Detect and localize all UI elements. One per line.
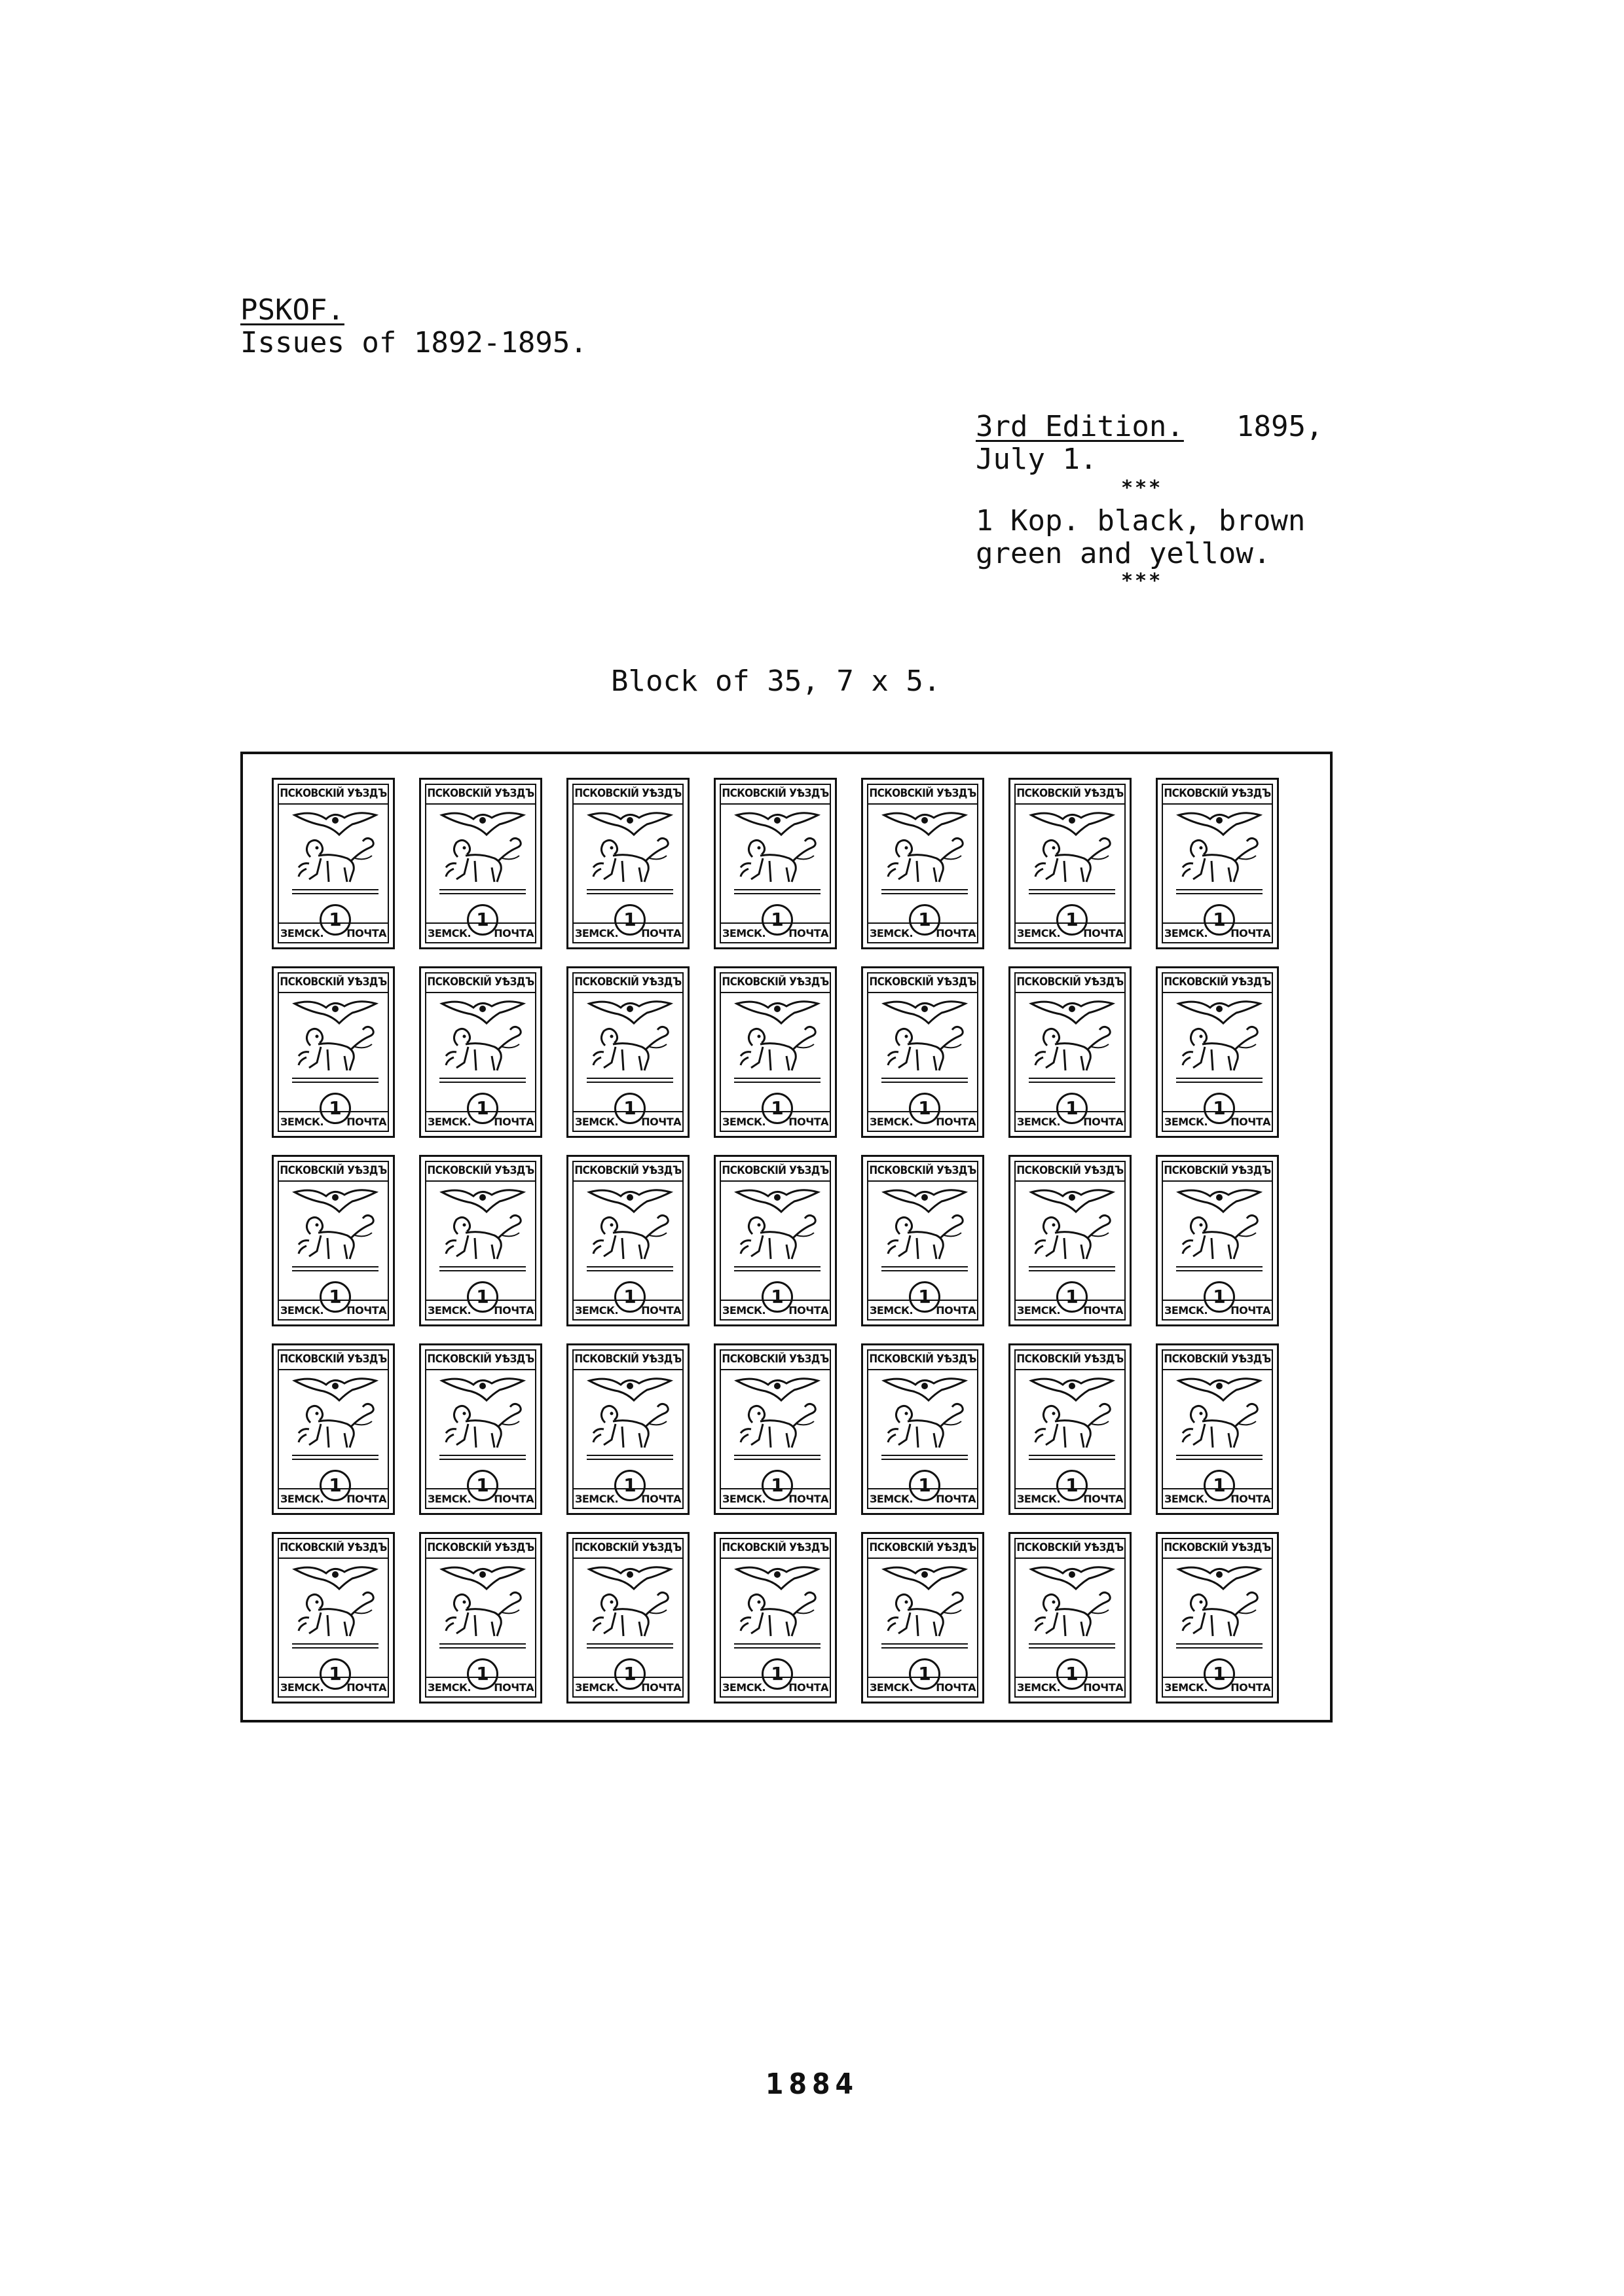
stamp-top-text: ПСКОВСКІЙ УѢЗДЪ xyxy=(1162,972,1273,993)
stamp-value-circle: 1 xyxy=(467,1281,498,1313)
stamp-bottom-right: ПОЧТА xyxy=(936,927,976,939)
stamp-bottom-bar xyxy=(572,922,684,943)
stamp-value-circle: 1 xyxy=(909,1093,940,1124)
stamp-bottom-right: ПОЧТА xyxy=(641,927,681,939)
stamp-value-circle: 1 xyxy=(1204,1093,1235,1124)
stamp-bottom-left: ЗЕМСК. xyxy=(428,1681,471,1694)
stamp-bottom-bar xyxy=(425,922,536,943)
stamp-r2-c4 xyxy=(714,966,837,1138)
stamp-value-circle: 1 xyxy=(614,1281,646,1313)
stamp-bottom-bar xyxy=(720,1111,831,1132)
edition-year: 1895, xyxy=(1236,410,1323,443)
stamp-block-frame xyxy=(240,752,1333,1722)
lion-emblem-icon xyxy=(1171,1374,1268,1472)
stamp-value-circle: 1 xyxy=(1056,1281,1088,1313)
stamp-bottom-left: ЗЕМСК. xyxy=(1017,1304,1061,1317)
lion-emblem-icon xyxy=(581,1563,678,1661)
stamp-bottom-left: ЗЕМСК. xyxy=(722,1304,766,1317)
stamp-bottom-left: ЗЕМСК. xyxy=(428,1304,471,1317)
stamp-bottom-left: ЗЕМСК. xyxy=(1017,927,1061,939)
stamp-bottom-right: ПОЧТА xyxy=(641,1304,681,1317)
stamp-bottom-bar xyxy=(425,1111,536,1132)
lion-emblem-icon xyxy=(729,1374,826,1472)
lion-emblem-icon xyxy=(1171,1186,1268,1284)
stamp-top-text: ПСКОВСКІЙ УѢЗДЪ xyxy=(720,1161,831,1182)
lion-emblem-icon xyxy=(729,997,826,1095)
stamp-value-circle: 1 xyxy=(909,904,940,936)
lion-emblem-icon xyxy=(729,809,826,907)
stamp-r3-c2 xyxy=(419,1155,542,1326)
edition-label: 3rd Edition. xyxy=(976,410,1184,443)
stamp-bottom-bar xyxy=(1162,1677,1273,1698)
stamp-bottom-bar xyxy=(572,1677,684,1698)
stamp-bottom-right: ПОЧТА xyxy=(1083,1681,1123,1694)
stamp-top-text: ПСКОВСКІЙ УѢЗДЪ xyxy=(1162,1538,1273,1559)
lion-emblem-icon xyxy=(876,1186,973,1284)
stamp-bottom-left: ЗЕМСК. xyxy=(280,1681,324,1694)
lion-emblem-icon xyxy=(434,1563,531,1661)
stamp-value-circle: 1 xyxy=(1056,1093,1088,1124)
stamp-r5-c2 xyxy=(419,1532,542,1704)
stamp-bottom-bar xyxy=(867,1300,978,1321)
stamp-bottom-right: ПОЧТА xyxy=(641,1116,681,1128)
stamp-bottom-bar xyxy=(572,1488,684,1509)
stamp-bottom-right: ПОЧТА xyxy=(1083,1116,1123,1128)
block-caption: Block of 35, 7 x 5. xyxy=(611,665,941,698)
stamp-value-circle: 1 xyxy=(909,1281,940,1313)
country-heading: PSKOF. xyxy=(240,293,344,327)
stamp-bottom-right: ПОЧТА xyxy=(788,1116,828,1128)
stamp-r2-c3 xyxy=(566,966,690,1138)
stamp-bottom-right: ПОЧТА xyxy=(346,1681,386,1694)
stamp-bottom-right: ПОЧТА xyxy=(494,927,534,939)
lion-emblem-icon xyxy=(876,809,973,907)
stamp-bottom-bar xyxy=(720,1488,831,1509)
stamp-r1-c5 xyxy=(861,778,984,949)
stamp-value-circle: 1 xyxy=(762,1470,793,1501)
stamp-bottom-left: ЗЕМСК. xyxy=(870,1116,913,1128)
stamp-r2-c7 xyxy=(1156,966,1279,1138)
stamp-bottom-bar xyxy=(867,1111,978,1132)
stamp-value-circle: 1 xyxy=(614,1470,646,1501)
stamp-top-text: ПСКОВСКІЙ УѢЗДЪ xyxy=(867,784,978,805)
stamp-bottom-bar xyxy=(1162,1111,1273,1132)
stamp-value-circle: 1 xyxy=(320,1281,351,1313)
stamp-top-text: ПСКОВСКІЙ УѢЗДЪ xyxy=(278,1538,389,1559)
stamp-bottom-right: ПОЧТА xyxy=(494,1304,534,1317)
stamp-bottom-left: ЗЕМСК. xyxy=(1164,927,1208,939)
stamp-bottom-left: ЗЕМСК. xyxy=(575,1493,619,1505)
stamp-bottom-left: ЗЕМСК. xyxy=(575,927,619,939)
stamp-top-text: ПСКОВСКІЙ УѢЗДЪ xyxy=(1014,1161,1126,1182)
stamp-r4-c3 xyxy=(566,1343,690,1515)
stamp-bottom-left: ЗЕМСК. xyxy=(1164,1304,1208,1317)
stamp-bottom-bar xyxy=(867,1488,978,1509)
stamp-bottom-left: ЗЕМСК. xyxy=(1164,1493,1208,1505)
stamp-bottom-left: ЗЕМСК. xyxy=(428,1493,471,1505)
stamp-value-circle: 1 xyxy=(1056,1470,1088,1501)
stamp-bottom-right: ПОЧТА xyxy=(494,1681,534,1694)
stamp-value-circle: 1 xyxy=(762,1658,793,1690)
stamp-r4-c2 xyxy=(419,1343,542,1515)
stamp-bottom-left: ЗЕМСК. xyxy=(280,1493,324,1505)
stamp-r1-c4 xyxy=(714,778,837,949)
stamp-r3-c5 xyxy=(861,1155,984,1326)
stamp-bottom-right: ПОЧТА xyxy=(936,1493,976,1505)
lion-emblem-icon xyxy=(729,1563,826,1661)
page-number: 1884 xyxy=(765,2068,859,2101)
stamp-bottom-bar xyxy=(425,1677,536,1698)
stamp-bottom-bar xyxy=(572,1300,684,1321)
stamp-bottom-right: ПОЧТА xyxy=(1230,1681,1270,1694)
lion-emblem-icon xyxy=(1171,1563,1268,1661)
lion-emblem-icon xyxy=(581,809,678,907)
stamp-r5-c6 xyxy=(1008,1532,1132,1704)
stamp-bottom-bar xyxy=(278,1677,389,1698)
stamp-top-text: ПСКОВСКІЙ УѢЗДЪ xyxy=(1162,1349,1273,1370)
stamp-value-circle: 1 xyxy=(1056,904,1088,936)
lion-emblem-icon xyxy=(1024,1186,1120,1284)
stamp-top-text: ПСКОВСКІЙ УѢЗДЪ xyxy=(720,972,831,993)
stamp-bottom-left: ЗЕМСК. xyxy=(1017,1116,1061,1128)
stamp-r1-c1 xyxy=(272,778,395,949)
stamp-r4-c4 xyxy=(714,1343,837,1515)
stamp-bottom-right: ПОЧТА xyxy=(936,1681,976,1694)
stamp-bottom-left: ЗЕМСК. xyxy=(722,1116,766,1128)
stamp-r4-c6 xyxy=(1008,1343,1132,1515)
lion-emblem-icon xyxy=(434,997,531,1095)
lion-emblem-icon xyxy=(876,1563,973,1661)
lion-emblem-icon xyxy=(287,997,384,1095)
stamp-bottom-left: ЗЕМСК. xyxy=(870,1681,913,1694)
stamp-bottom-bar xyxy=(1162,1300,1273,1321)
stamp-r5-c5 xyxy=(861,1532,984,1704)
lion-emblem-icon xyxy=(1024,809,1120,907)
stamp-value-circle: 1 xyxy=(614,1093,646,1124)
stamp-value-circle: 1 xyxy=(467,904,498,936)
stamp-bottom-left: ЗЕМСК. xyxy=(1164,1116,1208,1128)
stamp-r4-c5 xyxy=(861,1343,984,1515)
stamp-r5-c4 xyxy=(714,1532,837,1704)
stamp-value-circle: 1 xyxy=(320,904,351,936)
stamp-top-text: ПСКОВСКІЙ УѢЗДЪ xyxy=(1162,1161,1273,1182)
stamp-bottom-right: ПОЧТА xyxy=(1083,927,1123,939)
stamp-bottom-right: ПОЧТА xyxy=(1083,1493,1123,1505)
lion-emblem-icon xyxy=(1024,1563,1120,1661)
stamp-r2-c5 xyxy=(861,966,984,1138)
stamp-bottom-bar xyxy=(720,1677,831,1698)
stamp-bottom-bar xyxy=(1162,922,1273,943)
lion-emblem-icon xyxy=(287,1186,384,1284)
lion-emblem-icon xyxy=(1024,1374,1120,1472)
separator-top: *** xyxy=(1121,477,1163,500)
stamp-r5-c3 xyxy=(566,1532,690,1704)
stamp-value-circle: 1 xyxy=(320,1470,351,1501)
stamp-top-text: ПСКОВСКІЙ УѢЗДЪ xyxy=(1014,1538,1126,1559)
stamp-value-circle: 1 xyxy=(320,1093,351,1124)
stamp-value-circle: 1 xyxy=(762,1281,793,1313)
stamp-bottom-left: ЗЕМСК. xyxy=(428,927,471,939)
stamp-bottom-left: ЗЕМСК. xyxy=(870,1304,913,1317)
stamp-bottom-right: ПОЧТА xyxy=(788,1304,828,1317)
stamp-value-circle: 1 xyxy=(467,1093,498,1124)
stamp-bottom-right: ПОЧТА xyxy=(494,1116,534,1128)
stamp-r4-c7 xyxy=(1156,1343,1279,1515)
stamp-r3-c4 xyxy=(714,1155,837,1326)
stamp-r3-c3 xyxy=(566,1155,690,1326)
stamp-top-text: ПСКОВСКІЙ УѢЗДЪ xyxy=(425,1349,536,1370)
stamp-r1-c2 xyxy=(419,778,542,949)
stamp-top-text: ПСКОВСКІЙ УѢЗДЪ xyxy=(1014,1349,1126,1370)
stamp-top-text: ПСКОВСКІЙ УѢЗДЪ xyxy=(720,1538,831,1559)
stamp-value-circle: 1 xyxy=(1204,1658,1235,1690)
stamp-bottom-bar xyxy=(572,1111,684,1132)
stamp-value-circle: 1 xyxy=(1056,1658,1088,1690)
stamp-bottom-left: ЗЕМСК. xyxy=(722,1493,766,1505)
stamp-bottom-right: ПОЧТА xyxy=(346,1493,386,1505)
stamp-top-text: ПСКОВСКІЙ УѢЗДЪ xyxy=(1014,784,1126,805)
lion-emblem-icon xyxy=(434,1186,531,1284)
stamp-value-circle: 1 xyxy=(320,1658,351,1690)
stamp-bottom-bar xyxy=(278,1111,389,1132)
stamp-value-circle: 1 xyxy=(467,1658,498,1690)
lion-emblem-icon xyxy=(1024,997,1120,1095)
stamp-bottom-left: ЗЕМСК. xyxy=(870,1493,913,1505)
description-line-1: 1 Kop. black, brown xyxy=(976,504,1306,538)
stamp-bottom-bar xyxy=(867,922,978,943)
stamp-top-text: ПСКОВСКІЙ УѢЗДЪ xyxy=(278,972,389,993)
stamp-bottom-right: ПОЧТА xyxy=(788,1681,828,1694)
stamp-r3-c7 xyxy=(1156,1155,1279,1326)
stamp-bottom-bar xyxy=(1162,1488,1273,1509)
stamp-value-circle: 1 xyxy=(909,1470,940,1501)
stamp-top-text: ПСКОВСКІЙ УѢЗДЪ xyxy=(278,784,389,805)
stamp-top-text: ПСКОВСКІЙ УѢЗДЪ xyxy=(572,972,684,993)
stamp-bottom-right: ПОЧТА xyxy=(1083,1304,1123,1317)
stamp-bottom-left: ЗЕМСК. xyxy=(1164,1681,1208,1694)
stamp-bottom-left: ЗЕМСК. xyxy=(722,927,766,939)
stamp-bottom-left: ЗЕМСК. xyxy=(1017,1493,1061,1505)
stamp-top-text: ПСКОВСКІЙ УѢЗДЪ xyxy=(720,784,831,805)
lion-emblem-icon xyxy=(287,1374,384,1472)
stamp-bottom-right: ПОЧТА xyxy=(936,1304,976,1317)
edition-date: July 1. xyxy=(976,443,1098,476)
lion-emblem-icon xyxy=(581,1374,678,1472)
stamp-r3-c1 xyxy=(272,1155,395,1326)
stamp-bottom-right: ПОЧТА xyxy=(788,927,828,939)
lion-emblem-icon xyxy=(876,1374,973,1472)
stamp-bottom-bar xyxy=(278,922,389,943)
lion-emblem-icon xyxy=(434,1374,531,1472)
stamp-bottom-left: ЗЕМСК. xyxy=(280,1116,324,1128)
stamp-r2-c6 xyxy=(1008,966,1132,1138)
stamp-bottom-bar xyxy=(720,1300,831,1321)
stamp-bottom-left: ЗЕМСК. xyxy=(722,1681,766,1694)
stamp-top-text: ПСКОВСКІЙ УѢЗДЪ xyxy=(278,1161,389,1182)
stamp-bottom-left: ЗЕМСК. xyxy=(280,1304,324,1317)
stamp-top-text: ПСКОВСКІЙ УѢЗДЪ xyxy=(425,1161,536,1182)
stamp-bottom-bar xyxy=(278,1300,389,1321)
stamp-r4-c1 xyxy=(272,1343,395,1515)
stamp-top-text: ПСКОВСКІЙ УѢЗДЪ xyxy=(572,1161,684,1182)
stamp-r1-c3 xyxy=(566,778,690,949)
stamp-bottom-right: ПОЧТА xyxy=(1230,1116,1270,1128)
stamp-bottom-bar xyxy=(1014,1300,1126,1321)
stamp-r5-c1 xyxy=(272,1532,395,1704)
stamp-top-text: ПСКОВСКІЙ УѢЗДЪ xyxy=(425,972,536,993)
lion-emblem-icon xyxy=(434,809,531,907)
stamp-bottom-right: ПОЧТА xyxy=(494,1493,534,1505)
stamp-bottom-left: ЗЕМСК. xyxy=(870,927,913,939)
stamp-value-circle: 1 xyxy=(467,1470,498,1501)
lion-emblem-icon xyxy=(581,1186,678,1284)
stamp-top-text: ПСКОВСКІЙ УѢЗДЪ xyxy=(1162,784,1273,805)
stamp-value-circle: 1 xyxy=(614,904,646,936)
lion-emblem-icon xyxy=(287,1563,384,1661)
stamp-top-text: ПСКОВСКІЙ УѢЗДЪ xyxy=(572,784,684,805)
lion-emblem-icon xyxy=(876,997,973,1095)
stamp-r2-c2 xyxy=(419,966,542,1138)
stamp-top-text: ПСКОВСКІЙ УѢЗДЪ xyxy=(278,1349,389,1370)
stamp-value-circle: 1 xyxy=(1204,1470,1235,1501)
stamp-top-text: ПСКОВСКІЙ УѢЗДЪ xyxy=(867,972,978,993)
stamp-bottom-right: ПОЧТА xyxy=(641,1681,681,1694)
stamp-top-text: ПСКОВСКІЙ УѢЗДЪ xyxy=(425,1538,536,1559)
stamp-r3-c6 xyxy=(1008,1155,1132,1326)
stamp-bottom-bar xyxy=(278,1488,389,1509)
description-line-2: green and yellow. xyxy=(976,537,1271,570)
stamp-value-circle: 1 xyxy=(1204,1281,1235,1313)
stamp-bottom-bar xyxy=(867,1677,978,1698)
stamp-bottom-left: ЗЕМСК. xyxy=(280,927,324,939)
lion-emblem-icon xyxy=(1171,997,1268,1095)
stamp-top-text: ПСКОВСКІЙ УѢЗДЪ xyxy=(572,1538,684,1559)
stamp-bottom-bar xyxy=(425,1300,536,1321)
stamp-top-text: ПСКОВСКІЙ УѢЗДЪ xyxy=(867,1349,978,1370)
stamp-bottom-left: ЗЕМСК. xyxy=(575,1304,619,1317)
stamp-top-text: ПСКОВСКІЙ УѢЗДЪ xyxy=(867,1161,978,1182)
stamp-top-text: ПСКОВСКІЙ УѢЗДЪ xyxy=(720,1349,831,1370)
stamp-bottom-right: ПОЧТА xyxy=(936,1116,976,1128)
stamp-bottom-right: ПОЧТА xyxy=(346,1304,386,1317)
stamp-r2-c1 xyxy=(272,966,395,1138)
stamp-bottom-right: ПОЧТА xyxy=(346,927,386,939)
stamp-bottom-bar xyxy=(425,1488,536,1509)
stamp-top-text: ПСКОВСКІЙ УѢЗДЪ xyxy=(425,784,536,805)
stamp-value-circle: 1 xyxy=(762,1093,793,1124)
stamp-bottom-bar xyxy=(720,922,831,943)
stamp-bottom-right: ПОЧТА xyxy=(1230,1304,1270,1317)
lion-emblem-icon xyxy=(729,1186,826,1284)
stamp-bottom-left: ЗЕМСК. xyxy=(575,1116,619,1128)
stamp-bottom-right: ПОЧТА xyxy=(1230,1493,1270,1505)
lion-emblem-icon xyxy=(1171,809,1268,907)
stamp-value-circle: 1 xyxy=(614,1658,646,1690)
stamp-top-text: ПСКОВСКІЙ УѢЗДЪ xyxy=(572,1349,684,1370)
stamp-bottom-bar xyxy=(1014,1677,1126,1698)
stamp-value-circle: 1 xyxy=(1204,904,1235,936)
stamp-bottom-bar xyxy=(1014,922,1126,943)
stamp-bottom-right: ПОЧТА xyxy=(788,1493,828,1505)
stamp-bottom-bar xyxy=(1014,1111,1126,1132)
stamp-top-text: ПСКОВСКІЙ УѢЗДЪ xyxy=(1014,972,1126,993)
stamp-bottom-right: ПОЧТА xyxy=(346,1116,386,1128)
lion-emblem-icon xyxy=(287,809,384,907)
stamp-r5-c7 xyxy=(1156,1532,1279,1704)
stamp-value-circle: 1 xyxy=(909,1658,940,1690)
stamp-bottom-left: ЗЕМСК. xyxy=(428,1116,471,1128)
stamp-value-circle: 1 xyxy=(762,904,793,936)
issues-heading: Issues of 1892-1895. xyxy=(240,326,587,359)
stamp-bottom-right: ПОЧТА xyxy=(641,1493,681,1505)
stamp-r1-c7 xyxy=(1156,778,1279,949)
stamp-r1-c6 xyxy=(1008,778,1132,949)
stamp-bottom-left: ЗЕМСК. xyxy=(1017,1681,1061,1694)
stamp-bottom-bar xyxy=(1014,1488,1126,1509)
separator-bottom: *** xyxy=(1121,570,1163,592)
stamp-bottom-left: ЗЕМСК. xyxy=(575,1681,619,1694)
stamp-top-text: ПСКОВСКІЙ УѢЗДЪ xyxy=(867,1538,978,1559)
stamp-bottom-right: ПОЧТА xyxy=(1230,927,1270,939)
lion-emblem-icon xyxy=(581,997,678,1095)
